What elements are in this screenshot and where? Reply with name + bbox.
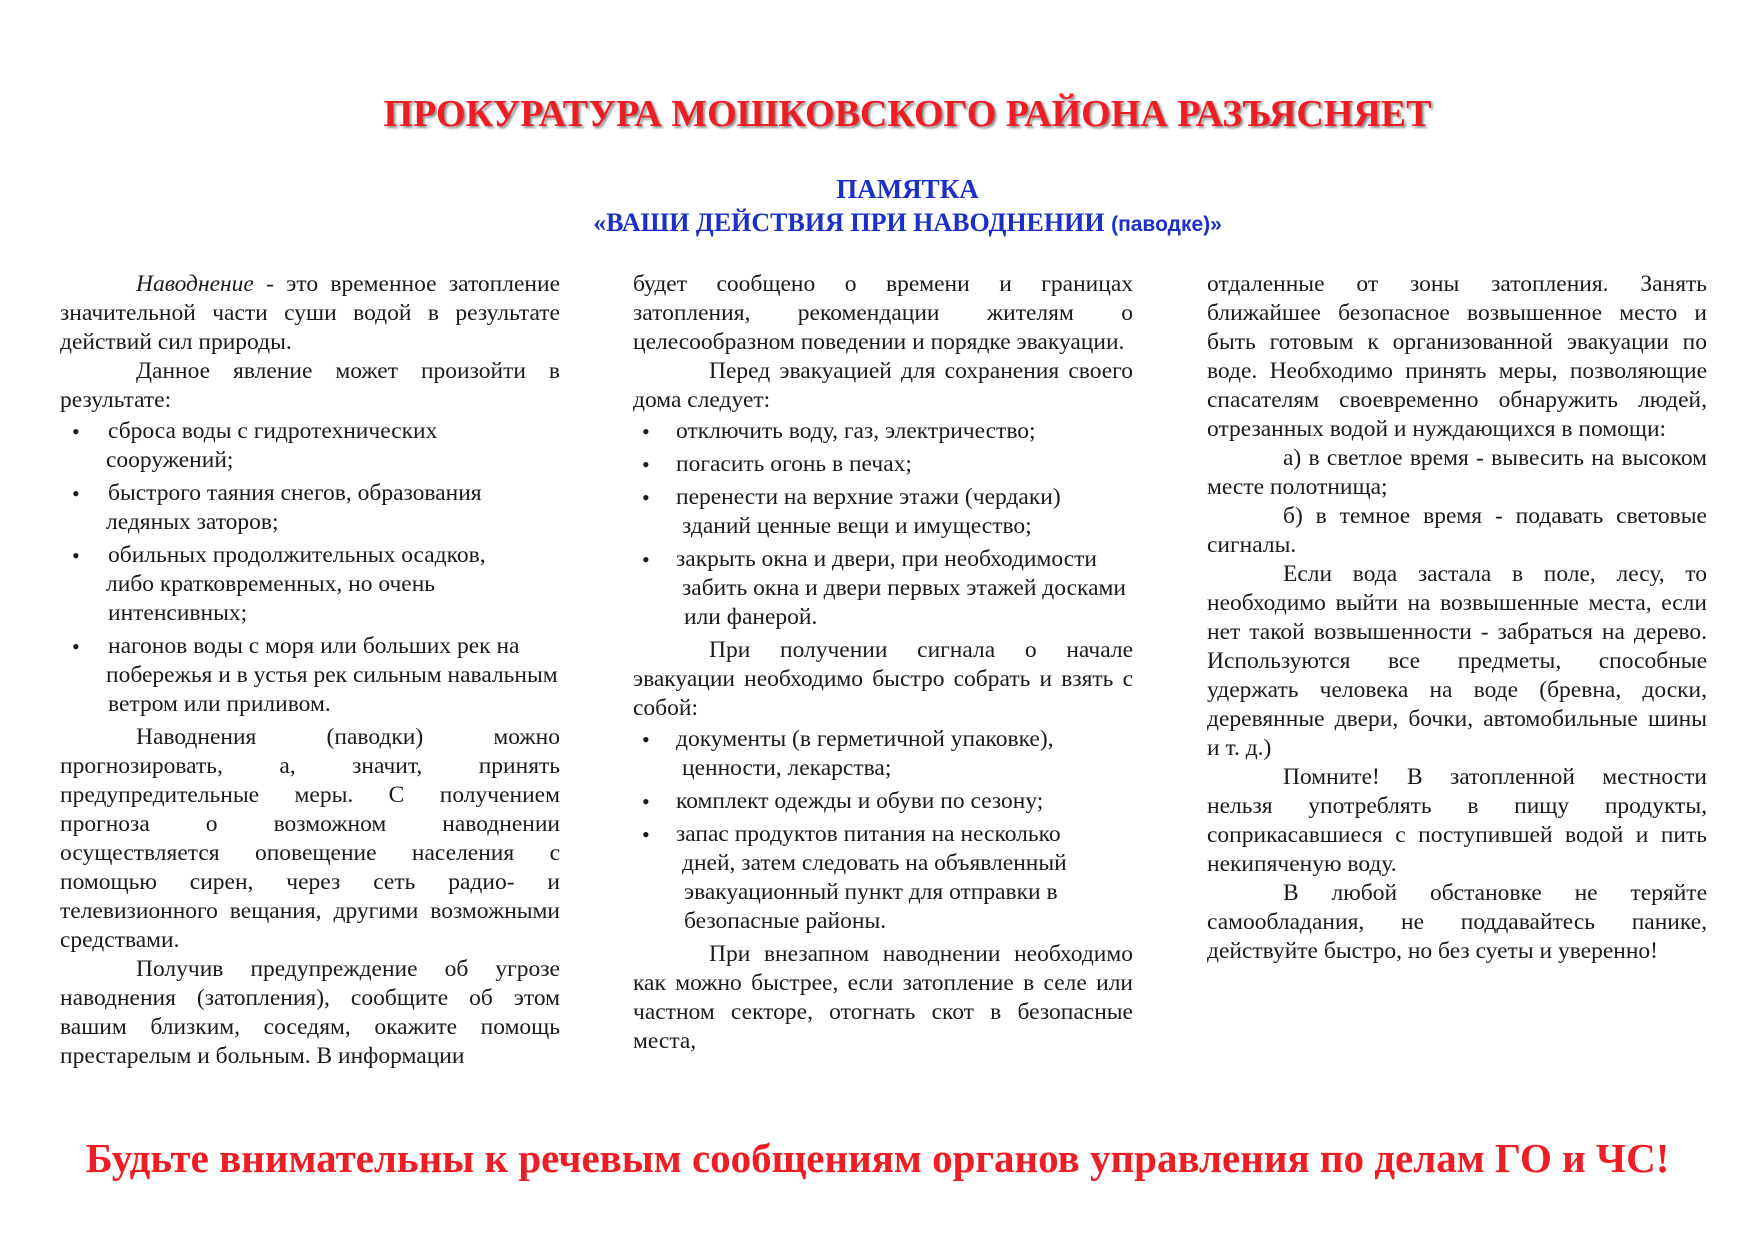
list-item: • обильных продолжительных осадков, либо кратковременных, но очень интенсивных; <box>72 542 486 626</box>
list-item: • погасить огонь в печах; <box>642 451 912 477</box>
bullet-icon: • <box>642 452 650 477</box>
paragraph-night-signal: б) в темное время - подавать световые сигналы. <box>1207 503 1707 558</box>
paragraph-information: будет сообщено о времени и границах затопления, рекомендации жителям о целесообразном поведении и порядке эвакуации. <box>633 271 1133 355</box>
bullet-icon: • <box>72 481 80 506</box>
list-item: • закрыть окна и двери, при необходимости забить окна и двери первых этажей досками или фанерой. <box>642 546 1126 630</box>
list-item: • быстрого таяния снегов, образования ледяных заторов; <box>72 480 482 535</box>
list-item: • нагонов воды с моря или больших рек на побережья и в устья рек сильным навальным ветром или приливом. <box>72 633 558 717</box>
list-item: • отключить воду, газ, электричество; <box>642 418 1036 444</box>
paragraph-stay-calm: В любой обстановке не теряйте самообладания, не поддавайтесь панике, действуйте быстро, но без суеты и уверенно! <box>1207 880 1707 964</box>
causes-list <box>60 417 560 719</box>
list-item: • документы (в герметичной упаковке), ценности, лекарства; <box>642 726 1054 781</box>
paragraph-definition: Наводнение - это временное затопление значительной части суши водой в результате действий сил природы. <box>60 271 560 355</box>
text-column-3 <box>1207 270 1707 966</box>
paragraph-daytime-signal: а) в светлое время - вывесить на высоком месте полотнища; <box>1207 445 1707 500</box>
memo-title: ПАМЯТКА <box>836 174 979 204</box>
page-title: ПРОКУРАТУРА МОШКОВСКОГО РАЙОНА РАЗЪЯСНЯЕТ <box>383 93 1432 135</box>
memo-subtitle <box>60 206 1755 242</box>
list-item: • комплект одежды и обуви по сезону; <box>642 788 1044 814</box>
paragraph-remember: Помните! В затопленной местности нельзя употреблять в пищу продукты, соприкасавшиеся с поступившей водой и пить некипяченую воду. <box>1207 764 1707 877</box>
list-item: • перенести на верхние этажи (чердаки) зданий ценные вещи и имущество; <box>642 484 1061 539</box>
list-item: • запас продуктов питания на несколько дней, затем следовать на объявленный эвакуационный пункт для отправки в безопасные районы. <box>642 821 1067 934</box>
memo-subtitle-main: «ВАШИ ДЕЙСТВИЯ ПРИ НАВОДНЕНИИ <box>593 208 1112 237</box>
paragraph-before-evacuation: Перед эвакуацией для сохранения своего дома следует: <box>633 358 1133 413</box>
memo-heading <box>0 172 1755 242</box>
home-prep-list <box>633 417 1133 632</box>
list-item: • сброса воды с гидротехнических сооружений; <box>72 418 438 473</box>
paragraph-warning: Получив предупреждение об угрозе наводнения (затопления), сообщите об этом вашим близким, соседям, окажите помощь престарелым и больным. В информации <box>60 956 560 1069</box>
paragraph-causes-intro: Данное явление может произойти в результате: <box>60 358 560 413</box>
memo-subtitle-small: (паводке)» <box>1111 213 1222 236</box>
bullet-icon: • <box>642 485 650 510</box>
bullet-icon: • <box>642 789 650 814</box>
paragraph-sudden-flood: При внезапном наводнении необходимо как можно быстрее, если затопление в селе или частном секторе, отогнать скот в безопасные места, <box>633 941 1133 1054</box>
footer-banner: Будьте внимательны к речевым сообщениям органов управления по делам ГО и ЧС! <box>85 1135 1670 1181</box>
paragraph-forecast: Наводнения (паводки) можно прогнозировать, а, значит, принять предупредительные меры. С получением прогноза о возможном наводнении осуществляется оповещение населения с помощью сирен, через сеть радио- и телевизионного вещания, другими возможными средствами. <box>60 724 560 953</box>
term-flood: Наводнение <box>136 271 254 297</box>
paragraph-evacuation-signal: При получении сигнала о начале эвакуации необходимо быстро собрать и взять с собой: <box>633 637 1133 721</box>
paragraph-safe-place: отдаленные от зоны затопления. Занять ближайшее безопасное возвышенное место и быть готовым к организованной эвакуации по воде. Необходимо принять меры, позволяющие спасателям своевременно обнаружить людей, отрезанных водой и нуждающихся в помощи: <box>1207 271 1707 442</box>
bullet-icon: • <box>642 727 650 752</box>
bullet-icon: • <box>72 419 80 444</box>
bullet-icon: • <box>642 547 650 572</box>
bullet-icon: • <box>642 822 650 847</box>
paragraph-field-forest: Если вода застала в поле, лесу, то необходимо выйти на возвышенные места, если нет такой возвышенности - забраться на дерево. Используются все предметы, способные удержать человека на воде (бревна, доски, деревянные двери, бочки, автомобильные шины и т. д.) <box>1207 561 1707 761</box>
take-with-list <box>633 725 1133 936</box>
text-column-1 <box>60 270 560 1071</box>
bullet-icon: • <box>72 634 80 659</box>
bullet-icon: • <box>642 419 650 444</box>
text-column-2 <box>633 270 1133 1056</box>
bullet-icon: • <box>72 543 80 568</box>
